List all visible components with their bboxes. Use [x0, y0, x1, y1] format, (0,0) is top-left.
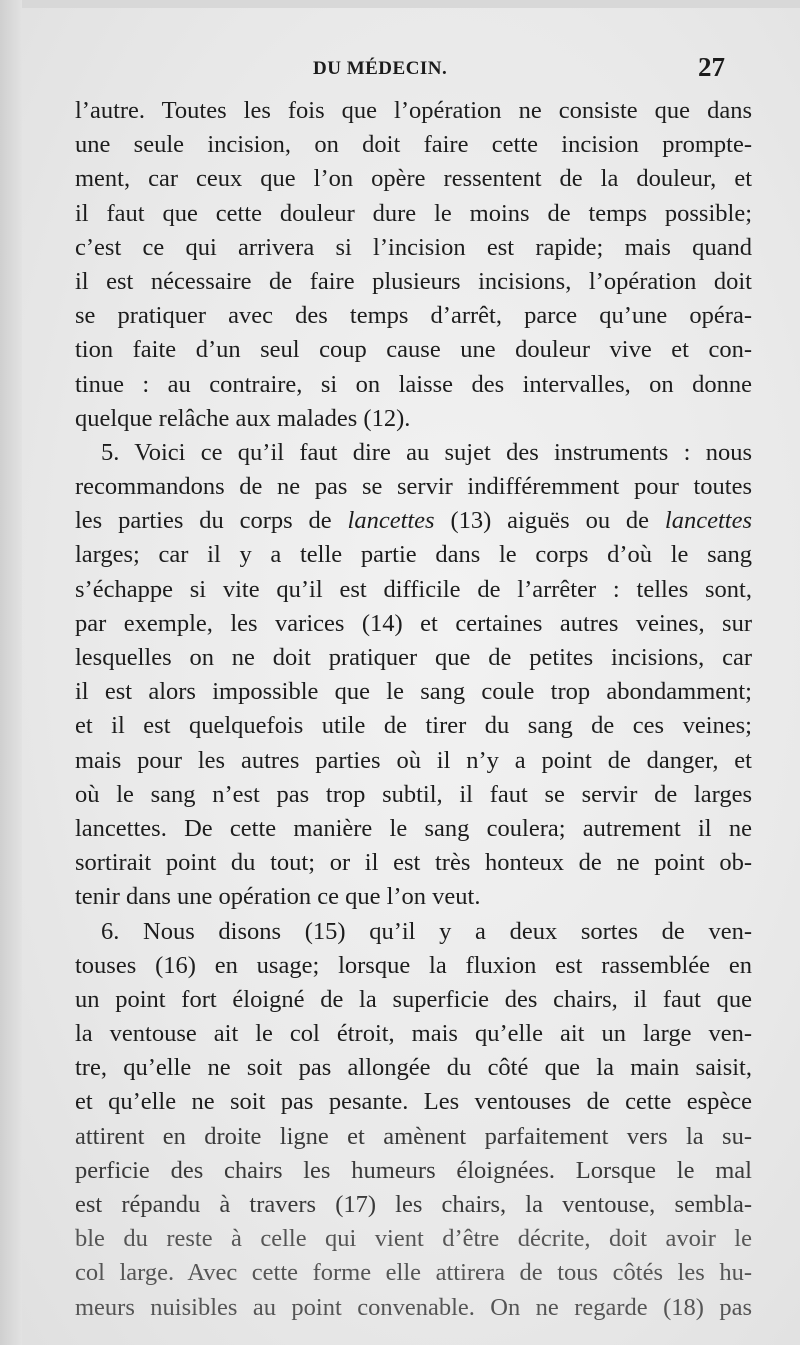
text-line: tenir dans une opération ce que l’on veut.	[75, 883, 481, 911]
text-line: un point fort éloigné de la superficie des chairs, il faut que	[75, 985, 752, 1013]
text-line: ment, car ceux que l’on opère ressentent de la douleur, et	[75, 165, 752, 193]
text-line: larges; car il y a telle partie dans le corps d’où le sang	[75, 541, 752, 569]
text-line: touses (16) en usage; lorsque la fluxion est rassemblée en	[75, 951, 752, 979]
text-line: une seule incision, on doit faire cette incision prompte-	[75, 131, 752, 159]
text-line: ble du reste à celle qui vient d’être décrite, doit avoir le	[75, 1225, 752, 1253]
text-line: lancettes. De cette manière le sang coulera; autrement il ne	[75, 814, 752, 842]
page-header	[22, 52, 800, 88]
text-line: col large. Avec cette forme elle attirera de tous côtés les hu-	[75, 1259, 752, 1287]
text-line: perficie des chairs les humeurs éloignées. Lorsque le mal	[75, 1156, 752, 1184]
text-line: par exemple, les varices (14) et certaines autres veines, sur	[75, 609, 752, 637]
text-line: attirent en droite ligne et amènent parfaitement vers la su-	[75, 1122, 752, 1150]
text-line: et il est quelquefois utile de tirer du sang de ces veines;	[75, 712, 752, 740]
text-line: tion faite d’un seul coup cause une douleur vive et con-	[75, 336, 752, 364]
text-line: quelque relâche aux malades (12).	[75, 404, 411, 432]
text-line: et qu’elle ne soit pas pesante. Les ventouses de cette espèce	[75, 1088, 752, 1116]
text-line: tre, qu’elle ne soit pas allongée du côté que la main saisit,	[75, 1054, 752, 1082]
text-line-with-italics: les parties du corps de lancettes (13) aiguës ou de lancettes	[75, 507, 752, 535]
text-line: il faut que cette douleur dure le moins de temps possible;	[75, 199, 752, 227]
text-line: 6. Nous disons (15) qu’il y a deux sortes de ven-	[101, 917, 752, 945]
text-line: il est alors impossible que le sang coule trop abondamment;	[75, 678, 752, 706]
page-gutter	[0, 0, 22, 1345]
text-line: se pratiquer avec des temps d’arrêt, parce qu’une opéra-	[75, 302, 752, 330]
text-line: s’échappe si vite qu’il est difficile de l’arrêter : telles sont,	[75, 575, 752, 603]
text-line: recommandons de ne pas se servir indifféremment pour toutes	[75, 473, 752, 501]
text-line: lesquelles on ne doit pratiquer que de petites incisions, car	[75, 644, 752, 671]
text-line: mais pour les autres parties où il n’y a point de danger, et	[75, 746, 752, 774]
page-number: 27	[698, 52, 725, 82]
italic-term: lancettes	[664, 507, 752, 535]
italic-term: lancettes	[347, 507, 435, 535]
running-head: DU MÉDECIN.	[313, 58, 448, 79]
text-line: c’est ce qui arrivera si l’incision est rapide; mais quand	[75, 233, 752, 261]
text-line: tinue : au contraire, si on laisse des intervalles, on donne	[75, 370, 752, 398]
text-line: meurs nuisibles au point convenable. On ne regarde (18) pas	[75, 1293, 752, 1321]
text-line: il est nécessaire de faire plusieurs incisions, l’opération doit	[75, 267, 752, 295]
text-line: sortirait point du tout; or il est très honteux de ne point ob-	[75, 849, 752, 877]
text-line: est répandu à travers (17) les chairs, la ventouse, sembla-	[75, 1191, 752, 1218]
text-line: 5. Voici ce qu’il faut dire au sujet des instruments : nous	[101, 438, 752, 466]
text-line: la ventouse ait le col étroit, mais qu’elle ait un large ven-	[75, 1020, 752, 1048]
text-line: où le sang n’est pas trop subtil, il faut se servir de larges	[75, 780, 752, 808]
book-page	[22, 8, 800, 1345]
text-line: l’autre. Toutes les fois que l’opération ne consiste que dans	[75, 97, 752, 124]
body-text	[75, 94, 752, 1325]
